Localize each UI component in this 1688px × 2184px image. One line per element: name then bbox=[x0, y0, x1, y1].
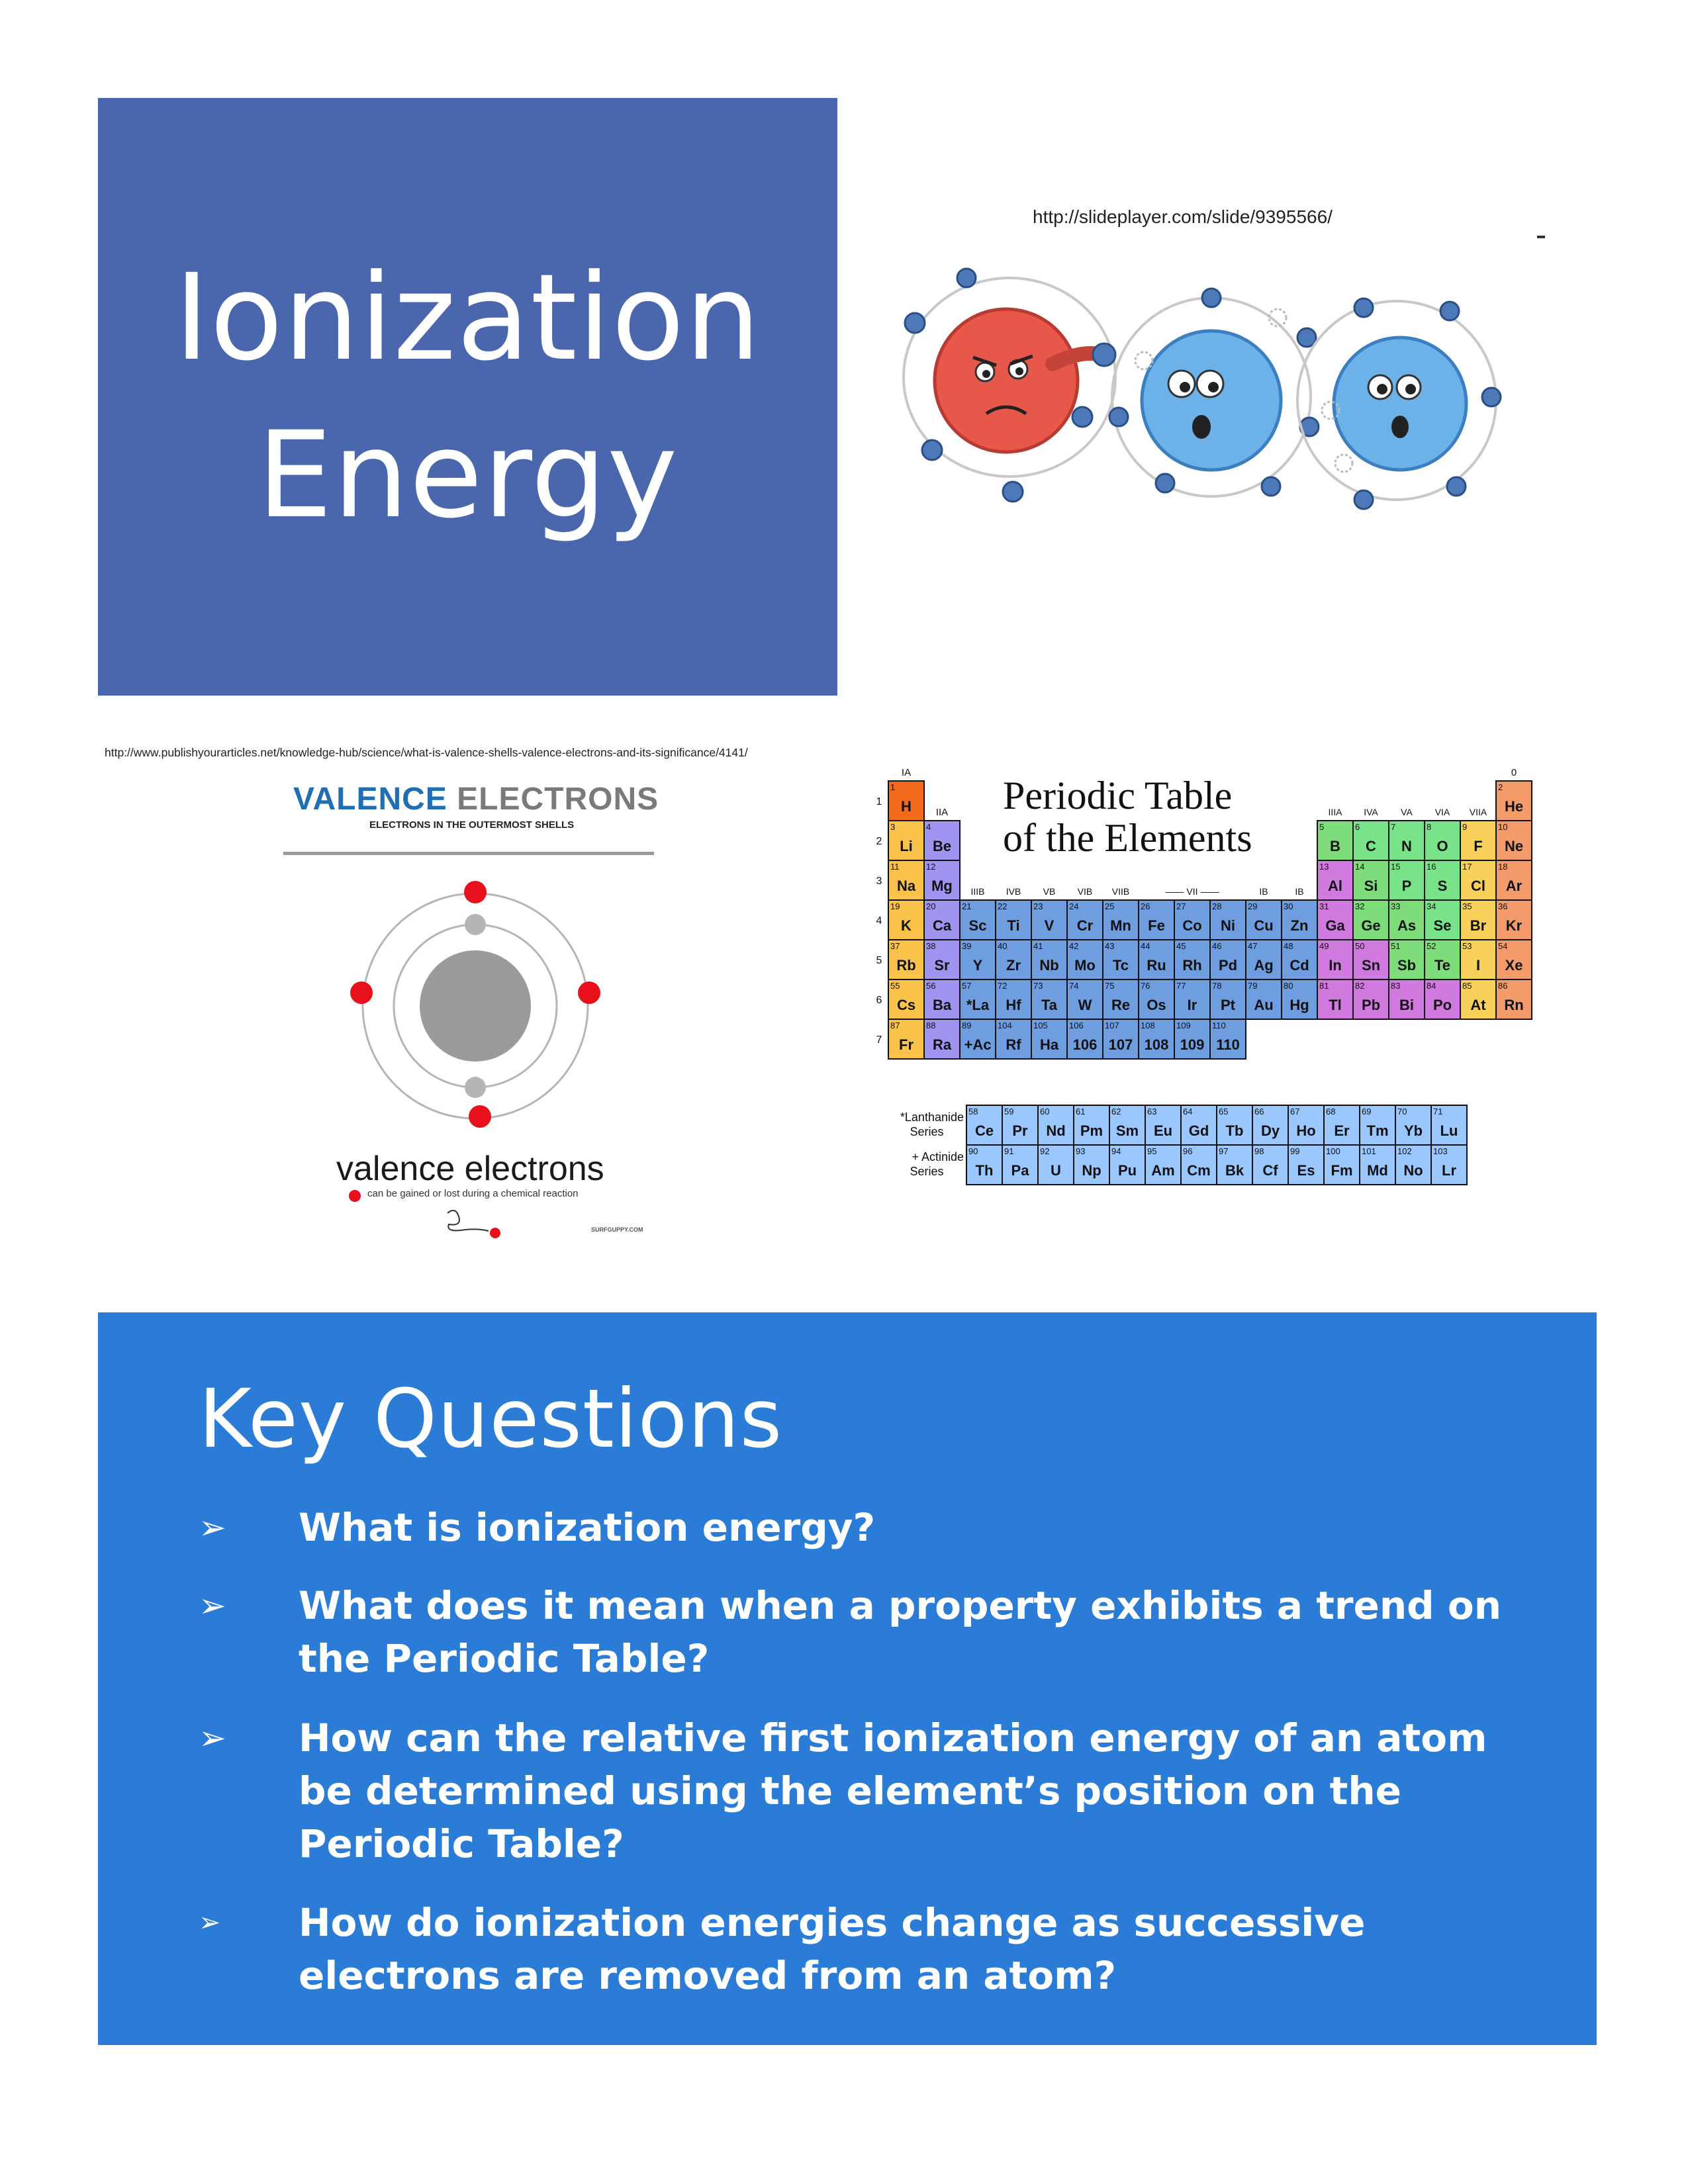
atomic-number-77: 77 bbox=[1176, 981, 1186, 991]
element-symbol-107: 107 bbox=[1108, 1036, 1133, 1053]
group-label-IIA: IIA bbox=[935, 807, 949, 818]
element-symbol-46: Pd bbox=[1218, 957, 1238, 974]
atomic-number-35: 35 bbox=[1462, 901, 1472, 911]
ejected-electron-squiggle bbox=[442, 1203, 508, 1243]
element-symbol-37: Rb bbox=[896, 957, 916, 974]
atomic-number-94: 94 bbox=[1111, 1146, 1121, 1156]
atomic-number-98: 98 bbox=[1254, 1146, 1264, 1156]
atomic-number-46: 46 bbox=[1212, 941, 1222, 951]
atomic-number-50: 50 bbox=[1355, 941, 1365, 951]
inner-electron bbox=[465, 914, 486, 935]
atomic-number-4: 4 bbox=[926, 822, 931, 832]
atomic-number-105: 105 bbox=[1033, 1021, 1048, 1030]
atomic-number-43: 43 bbox=[1105, 941, 1115, 951]
question-1: What is ionization energy? bbox=[299, 1505, 876, 1550]
element-symbol-52: Te bbox=[1434, 957, 1451, 974]
atomic-number-64: 64 bbox=[1183, 1107, 1193, 1116]
valence-title bbox=[293, 781, 659, 817]
valence-atom-diagram bbox=[344, 874, 609, 1145]
atoms-image-source: http://slideplayer.com/slide/9395566/ bbox=[1033, 206, 1333, 227]
atomic-number-44: 44 bbox=[1141, 941, 1150, 951]
element-symbol-29: Cu bbox=[1254, 917, 1274, 934]
valence-subtitle: ELECTRONS IN THE OUTERMOST SHELLS bbox=[369, 819, 575, 831]
atomic-number-80: 80 bbox=[1284, 981, 1293, 991]
element-symbol-66: Dy bbox=[1260, 1122, 1280, 1139]
atomic-number-25: 25 bbox=[1105, 901, 1115, 911]
group-label-VII: —— VII —— bbox=[1165, 886, 1219, 897]
atomic-number-51: 51 bbox=[1391, 941, 1401, 951]
element-symbol-83: Bi bbox=[1399, 997, 1414, 1013]
element-symbol-32: Ge bbox=[1361, 917, 1381, 934]
element-symbol-79: Au bbox=[1254, 997, 1274, 1013]
atomic-number-57: 57 bbox=[962, 981, 972, 991]
group-label-IIIA: IIIA bbox=[1328, 807, 1342, 817]
atomic-number-6: 6 bbox=[1355, 822, 1360, 832]
element-symbol-76: Os bbox=[1147, 997, 1166, 1013]
element-symbol-63: Eu bbox=[1153, 1122, 1173, 1139]
element-symbol-88: Ra bbox=[932, 1036, 952, 1053]
title-line-2: Energy bbox=[257, 406, 679, 545]
element-symbol-109: 109 bbox=[1180, 1036, 1205, 1053]
element-symbol-56: Ba bbox=[932, 997, 952, 1013]
atomic-number-52: 52 bbox=[1427, 941, 1436, 951]
atomic-number-107: 107 bbox=[1105, 1021, 1119, 1030]
element-symbol-4: Be bbox=[932, 838, 952, 854]
element-symbol-6: C bbox=[1366, 838, 1376, 854]
atomic-number-47: 47 bbox=[1248, 941, 1258, 951]
element-symbol-45: Rh bbox=[1182, 957, 1202, 974]
element-symbol-10: Ne bbox=[1504, 838, 1524, 854]
valence-divider bbox=[283, 852, 654, 855]
atomic-number-97: 97 bbox=[1219, 1146, 1229, 1156]
element-symbol-104: Rf bbox=[1006, 1036, 1021, 1053]
atomic-number-89: 89 bbox=[962, 1021, 972, 1030]
atomic-number-10: 10 bbox=[1498, 822, 1508, 832]
element-symbol-31: Ga bbox=[1325, 917, 1345, 934]
atomic-number-81: 81 bbox=[1319, 981, 1329, 991]
atomic-number-99: 99 bbox=[1290, 1146, 1300, 1156]
atomic-number-102: 102 bbox=[1397, 1146, 1412, 1156]
grabbing-arm bbox=[1053, 353, 1099, 364]
element-symbol-80: Hg bbox=[1289, 997, 1309, 1013]
element-symbol-95: Am bbox=[1151, 1162, 1175, 1179]
atomic-number-45: 45 bbox=[1176, 941, 1186, 951]
question-4: How do ionization energies change as successive electrons are removed from an atom? bbox=[299, 1900, 1366, 1998]
atomic-number-16: 16 bbox=[1427, 862, 1436, 872]
element-symbol-78: Pt bbox=[1221, 997, 1235, 1013]
element-symbol-26: Fe bbox=[1148, 917, 1165, 934]
valence-image-source: http://www.publishyourarticles.net/knowledge-hub/science/what-is-valence-shells-valence-electrons-and-its-significance/4141/ bbox=[105, 746, 748, 759]
atomic-number-88: 88 bbox=[926, 1021, 936, 1030]
element-symbol-50: Sn bbox=[1361, 957, 1381, 974]
atomic-number-37: 37 bbox=[890, 941, 900, 951]
element-symbol-7: N bbox=[1401, 838, 1412, 854]
element-symbol-75: Re bbox=[1111, 997, 1131, 1013]
atomic-number-11: 11 bbox=[890, 862, 900, 872]
group-label-VB: VB bbox=[1043, 886, 1056, 897]
atomic-number-72: 72 bbox=[998, 981, 1008, 991]
valence-credit: SURFGUPPY.COM bbox=[591, 1226, 643, 1233]
atomic-number-110: 110 bbox=[1212, 1021, 1226, 1030]
atomic-number-33: 33 bbox=[1391, 901, 1401, 911]
element-symbol-67: Ho bbox=[1296, 1122, 1316, 1139]
element-symbol-28: Ni bbox=[1221, 917, 1235, 934]
element-symbol-39: Y bbox=[972, 957, 983, 974]
atomic-number-92: 92 bbox=[1040, 1146, 1050, 1156]
valence-label: valence electrons bbox=[336, 1150, 604, 1188]
atoms-illustration bbox=[900, 251, 1523, 549]
bullet-arrow-icon: ➢ bbox=[199, 1587, 226, 1624]
element-symbol-62: Sm bbox=[1115, 1122, 1139, 1139]
element-symbol-90: Th bbox=[975, 1162, 994, 1179]
atomic-number-95: 95 bbox=[1147, 1146, 1157, 1156]
period-number: 1 bbox=[876, 796, 882, 807]
pt-title-line2: of the Elements bbox=[1003, 816, 1252, 860]
atomic-number-21: 21 bbox=[962, 901, 972, 911]
atomic-number-76: 76 bbox=[1141, 981, 1150, 991]
element-symbol-106: 106 bbox=[1072, 1036, 1098, 1053]
atomic-number-36: 36 bbox=[1498, 901, 1508, 911]
valence-note: can be gained or lost during a chemical reaction bbox=[367, 1188, 579, 1199]
atomic-number-60: 60 bbox=[1040, 1107, 1050, 1116]
valence-electron bbox=[578, 981, 600, 1004]
group-label-IVA: IVA bbox=[1364, 807, 1378, 817]
element-symbol-25: Mn bbox=[1110, 917, 1131, 934]
element-symbol-110: 110 bbox=[1216, 1036, 1240, 1053]
element-symbol-54: Xe bbox=[1505, 957, 1523, 974]
element-symbol-8: O bbox=[1436, 838, 1448, 854]
actinide-label: + Actinide bbox=[912, 1150, 964, 1163]
element-symbol-53: I bbox=[1476, 957, 1481, 974]
bullet-arrow-icon: ➢ bbox=[199, 1719, 226, 1756]
valence-electron bbox=[464, 881, 487, 903]
element-symbol-44: Ru bbox=[1147, 957, 1166, 974]
atomic-number-40: 40 bbox=[998, 941, 1008, 951]
element-symbol-2: He bbox=[1504, 798, 1524, 815]
atomic-number-17: 17 bbox=[1462, 862, 1472, 872]
atomic-number-101: 101 bbox=[1362, 1146, 1376, 1156]
element-symbol-55: Cs bbox=[896, 997, 916, 1013]
stray-dash bbox=[1537, 236, 1545, 238]
atomic-number-69: 69 bbox=[1362, 1107, 1372, 1116]
element-symbol-48: Cd bbox=[1289, 957, 1309, 974]
element-symbol-103: Lr bbox=[1442, 1162, 1456, 1179]
element-symbol-102: No bbox=[1403, 1162, 1423, 1179]
atomic-number-63: 63 bbox=[1147, 1107, 1157, 1116]
element-symbol-12: Mg bbox=[931, 878, 953, 894]
group-label-VIB: VIB bbox=[1077, 886, 1093, 897]
element-symbol-35: Br bbox=[1470, 917, 1487, 934]
element-symbol-65: Tb bbox=[1225, 1122, 1244, 1139]
atomic-number-84: 84 bbox=[1427, 981, 1436, 991]
element-symbol-87: Fr bbox=[899, 1036, 914, 1053]
atomic-number-1: 1 bbox=[890, 782, 896, 792]
atomic-number-7: 7 bbox=[1391, 822, 1396, 832]
element-symbol-17: Cl bbox=[1471, 878, 1485, 894]
question-2: What does it mean when a property exhibits a trend on the Periodic Table? bbox=[299, 1583, 1502, 1681]
atomic-number-27: 27 bbox=[1176, 901, 1186, 911]
element-symbol-47: Ag bbox=[1254, 957, 1274, 974]
actinide-series-label: Series bbox=[910, 1165, 944, 1178]
group-label-VIIA: VIIA bbox=[1469, 807, 1487, 817]
atomic-number-62: 62 bbox=[1111, 1107, 1121, 1116]
element-symbol-41: Nb bbox=[1039, 957, 1059, 974]
element-symbol-93: Np bbox=[1082, 1162, 1102, 1179]
lanthanide-series-label: Series bbox=[910, 1125, 944, 1138]
atomic-number-65: 65 bbox=[1219, 1107, 1229, 1116]
question-3: How can the relative first ionization energy of an atom be determined using the element’s position on the Periodic Table? bbox=[299, 1715, 1487, 1866]
element-symbol-99: Es bbox=[1297, 1162, 1315, 1179]
key-questions-heading: Key Questions bbox=[199, 1372, 783, 1466]
element-symbol-14: Si bbox=[1364, 878, 1378, 894]
element-symbol-22: Ti bbox=[1007, 917, 1020, 934]
atomic-number-12: 12 bbox=[926, 862, 936, 872]
atomic-number-58: 58 bbox=[968, 1107, 978, 1116]
atomic-number-106: 106 bbox=[1069, 1021, 1084, 1030]
bullet-arrow-icon: ➢ bbox=[199, 1509, 226, 1546]
atomic-number-54: 54 bbox=[1498, 941, 1508, 951]
atomic-number-100: 100 bbox=[1326, 1146, 1340, 1156]
group-label-0: 0 bbox=[1511, 767, 1517, 778]
group-label-VIA: VIA bbox=[1434, 807, 1450, 817]
element-symbol-94: Pu bbox=[1117, 1162, 1137, 1179]
element-symbol-74: W bbox=[1078, 997, 1092, 1013]
atomic-number-22: 22 bbox=[998, 901, 1008, 911]
element-symbol-38: Sr bbox=[934, 957, 950, 974]
group-label-VIIB: VIIB bbox=[1111, 886, 1130, 897]
element-symbol-18: Ar bbox=[1505, 878, 1523, 894]
atomic-number-74: 74 bbox=[1069, 981, 1079, 991]
element-symbol-34: Se bbox=[1433, 917, 1452, 934]
atomic-number-82: 82 bbox=[1355, 981, 1365, 991]
atomic-number-3: 3 bbox=[890, 822, 896, 832]
atomic-number-13: 13 bbox=[1319, 862, 1329, 872]
period-number: 3 bbox=[876, 876, 882, 887]
element-symbol-59: Pr bbox=[1012, 1122, 1028, 1139]
element-symbol-49: In bbox=[1329, 957, 1342, 974]
atomic-number-41: 41 bbox=[1033, 941, 1043, 951]
element-symbol-72: Hf bbox=[1006, 997, 1021, 1013]
atomic-number-19: 19 bbox=[890, 901, 900, 911]
element-symbol-27: Co bbox=[1182, 917, 1202, 934]
atomic-number-2: 2 bbox=[1498, 782, 1503, 792]
title-block bbox=[98, 98, 837, 696]
valence-title-blue: VALENCE bbox=[293, 782, 447, 817]
atomic-number-42: 42 bbox=[1069, 941, 1079, 951]
atomic-number-15: 15 bbox=[1391, 862, 1401, 872]
atomic-number-38: 38 bbox=[926, 941, 936, 951]
element-symbol-16: S bbox=[1437, 878, 1448, 894]
element-symbol-91: Pa bbox=[1011, 1162, 1029, 1179]
atomic-number-86: 86 bbox=[1498, 981, 1508, 991]
element-symbol-51: Sb bbox=[1397, 957, 1417, 974]
period-number: 2 bbox=[876, 836, 882, 847]
period-number: 6 bbox=[876, 995, 882, 1006]
atomic-number-5: 5 bbox=[1319, 822, 1325, 832]
valence-title-gray: ELECTRONS bbox=[447, 782, 659, 817]
atomic-number-90: 90 bbox=[968, 1146, 978, 1156]
element-symbol-82: Pb bbox=[1361, 997, 1381, 1013]
lanthanide-label: *Lanthanide bbox=[900, 1111, 964, 1124]
element-symbol-1: H bbox=[901, 798, 912, 815]
atomic-number-18: 18 bbox=[1498, 862, 1508, 872]
element-symbol-36: Kr bbox=[1505, 917, 1523, 934]
group-label-VA: VA bbox=[1401, 807, 1413, 817]
title-line-1: Ionization bbox=[174, 248, 761, 387]
group-label-IIB: IB bbox=[1295, 886, 1304, 897]
atomic-number-56: 56 bbox=[926, 981, 936, 991]
atomic-number-24: 24 bbox=[1069, 901, 1079, 911]
element-symbol-20: Ca bbox=[932, 917, 952, 934]
atomic-number-71: 71 bbox=[1433, 1107, 1443, 1116]
atomic-number-108: 108 bbox=[1141, 1021, 1155, 1030]
element-symbol-19: K bbox=[901, 917, 912, 934]
period-number: 7 bbox=[876, 1034, 882, 1046]
atomic-number-103: 103 bbox=[1433, 1146, 1448, 1156]
period-number: 5 bbox=[876, 955, 882, 966]
atomic-number-78: 78 bbox=[1212, 981, 1222, 991]
element-symbol-108: 108 bbox=[1144, 1036, 1169, 1053]
atomic-number-109: 109 bbox=[1176, 1021, 1191, 1030]
angry-atom-nucleus bbox=[935, 309, 1078, 452]
atomic-number-29: 29 bbox=[1248, 901, 1258, 911]
element-symbol-13: Al bbox=[1328, 878, 1342, 894]
element-symbol-57: *La bbox=[966, 997, 990, 1013]
element-symbol-23: V bbox=[1044, 917, 1055, 934]
atomic-number-14: 14 bbox=[1355, 862, 1365, 872]
atomic-number-96: 96 bbox=[1183, 1146, 1193, 1156]
atomic-number-87: 87 bbox=[890, 1021, 900, 1030]
atomic-number-83: 83 bbox=[1391, 981, 1401, 991]
atomic-number-48: 48 bbox=[1284, 941, 1293, 951]
element-symbol-84: Po bbox=[1432, 997, 1452, 1013]
scared-atom-right bbox=[1334, 338, 1466, 470]
element-symbol-40: Zr bbox=[1006, 957, 1021, 974]
group-label-IB: IB bbox=[1259, 886, 1268, 897]
element-symbol-61: Pm bbox=[1080, 1122, 1103, 1139]
atomic-number-20: 20 bbox=[926, 901, 936, 911]
element-symbol-98: Cf bbox=[1262, 1162, 1278, 1179]
element-symbol-101: Md bbox=[1367, 1162, 1388, 1179]
atomic-number-67: 67 bbox=[1290, 1107, 1300, 1116]
element-symbol-69: Tm bbox=[1366, 1122, 1389, 1139]
element-symbol-24: Cr bbox=[1076, 917, 1094, 934]
atomic-number-59: 59 bbox=[1004, 1107, 1014, 1116]
group-label-IA: IA bbox=[901, 767, 912, 778]
element-symbol-3: Li bbox=[900, 838, 913, 854]
atomic-number-70: 70 bbox=[1397, 1107, 1407, 1116]
element-symbol-5: B bbox=[1330, 838, 1340, 854]
element-symbol-97: Bk bbox=[1225, 1162, 1244, 1179]
pt-title-line1: Periodic Table bbox=[1003, 774, 1233, 817]
bullet-arrow-icon: ➢ bbox=[199, 1908, 221, 1937]
atomic-number-79: 79 bbox=[1248, 981, 1258, 991]
element-symbol-68: Er bbox=[1334, 1122, 1350, 1139]
atomic-number-28: 28 bbox=[1212, 901, 1222, 911]
element-symbol-71: Lu bbox=[1440, 1122, 1458, 1139]
element-symbol-42: Mo bbox=[1074, 957, 1096, 974]
atomic-number-75: 75 bbox=[1105, 981, 1115, 991]
group-label-IVB: IVB bbox=[1006, 886, 1021, 897]
atomic-number-26: 26 bbox=[1141, 901, 1150, 911]
atomic-number-34: 34 bbox=[1427, 901, 1436, 911]
element-symbol-15: P bbox=[1401, 878, 1412, 894]
element-symbol-30: Zn bbox=[1290, 917, 1309, 934]
atomic-number-32: 32 bbox=[1355, 901, 1365, 911]
atomic-number-68: 68 bbox=[1326, 1107, 1336, 1116]
element-symbol-77: Ir bbox=[1187, 997, 1197, 1013]
element-symbol-92: U bbox=[1051, 1162, 1061, 1179]
atomic-number-49: 49 bbox=[1319, 941, 1329, 951]
atomic-number-55: 55 bbox=[890, 981, 900, 991]
element-symbol-60: Nd bbox=[1046, 1122, 1066, 1139]
atomic-number-31: 31 bbox=[1319, 901, 1329, 911]
valence-electron bbox=[350, 981, 373, 1004]
element-symbol-105: Ha bbox=[1039, 1036, 1059, 1053]
atomic-number-8: 8 bbox=[1427, 822, 1432, 832]
atomic-number-104: 104 bbox=[998, 1021, 1012, 1030]
scared-atom-middle bbox=[1142, 331, 1281, 470]
atomic-number-30: 30 bbox=[1284, 901, 1293, 911]
element-symbol-89: +Ac bbox=[964, 1036, 992, 1053]
atomic-number-85: 85 bbox=[1462, 981, 1472, 991]
element-symbol-64: Gd bbox=[1188, 1122, 1209, 1139]
element-symbol-73: Ta bbox=[1041, 997, 1058, 1013]
atomic-number-73: 73 bbox=[1033, 981, 1043, 991]
element-symbol-43: Tc bbox=[1112, 957, 1129, 974]
element-symbol-9: F bbox=[1474, 838, 1483, 854]
element-symbol-100: Fm bbox=[1331, 1162, 1353, 1179]
element-symbol-96: Cm bbox=[1187, 1162, 1211, 1179]
valence-electron bbox=[469, 1105, 491, 1128]
element-symbol-58: Ce bbox=[974, 1122, 994, 1139]
inner-electron bbox=[465, 1077, 486, 1098]
atomic-number-61: 61 bbox=[1076, 1107, 1086, 1116]
atomic-number-66: 66 bbox=[1254, 1107, 1264, 1116]
element-symbol-81: Tl bbox=[1329, 997, 1342, 1013]
element-symbol-33: As bbox=[1397, 917, 1417, 934]
red-dot-bullet bbox=[348, 1189, 361, 1203]
nucleus bbox=[420, 950, 531, 1062]
element-symbol-85: At bbox=[1470, 997, 1486, 1013]
atomic-number-53: 53 bbox=[1462, 941, 1472, 951]
element-symbol-11: Na bbox=[896, 878, 916, 894]
periodic-table bbox=[861, 761, 1556, 1198]
atomic-number-39: 39 bbox=[962, 941, 972, 951]
atomic-number-93: 93 bbox=[1076, 1146, 1086, 1156]
element-symbol-21: Sc bbox=[968, 917, 987, 934]
group-label-IIIB: IIIB bbox=[970, 886, 985, 897]
atomic-number-9: 9 bbox=[1462, 822, 1468, 832]
atomic-number-91: 91 bbox=[1004, 1146, 1014, 1156]
atomic-number-23: 23 bbox=[1033, 901, 1043, 911]
element-symbol-70: Yb bbox=[1403, 1122, 1423, 1139]
period-number: 4 bbox=[876, 915, 882, 927]
element-symbol-86: Rn bbox=[1504, 997, 1524, 1013]
